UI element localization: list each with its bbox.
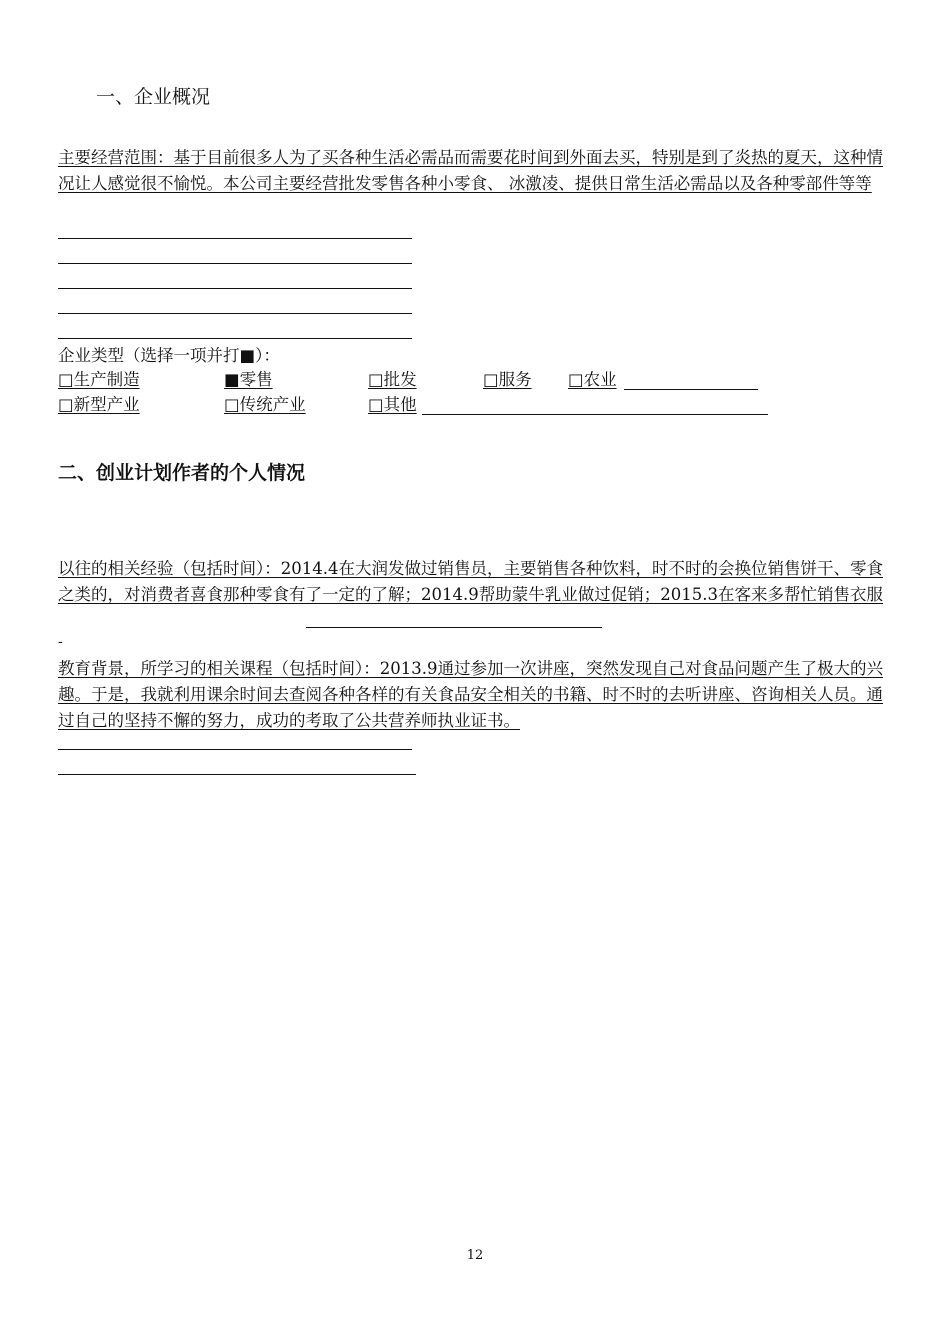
experience-trailing-line [306,627,602,628]
option-traditional-industry[interactable]: □传统产业 [224,395,306,414]
blank-line [58,263,412,264]
separator-mark: - [58,634,63,650]
blank-line [58,338,412,339]
company-type-label: 企业类型（选择一项并打■）： [58,346,280,365]
company-type-row-2 [58,393,768,417]
option-manufacturing[interactable]: □生产制造 [58,370,140,389]
blank-line [58,288,412,289]
option-retail[interactable]: ■零售 [224,370,273,389]
option-wholesale[interactable]: □批发 [368,370,417,389]
business-scope-text: 主要经营范围：基于目前很多人为了买各种生活必需品而需要花时间到外面去买，特别是到了炎热的夏天，这种情况让人感觉很不愉悦。本公司主要经营批发零售各种小零食、 冰激凌、提供日常生活必需品以及各种零部件等等 [58,148,883,193]
page-number: 12 [466,1248,484,1263]
option-service[interactable]: □服务 [483,370,532,389]
option-agriculture[interactable]: □农业 [568,370,617,389]
company-type-row-1 [58,368,758,392]
blank-line [58,749,412,750]
experience-paragraph [58,556,894,608]
section-heading-author-info: 二、创业计划作者的个人情况 [58,462,306,484]
experience-text: 以往的相关经验（包括时间）：2014.4在大润发做过销售员，主要销售各种饮料，时不时的会换位销售饼干、零食之类的，对消费者喜食那种零食有了一定的了解；2014.9帮助蒙牛乳业做过促销；2015.3在客来多帮忙销售衣服 [58,559,883,604]
row-underline [624,389,758,390]
option-other[interactable]: □其他 [368,395,417,414]
business-scope-paragraph [58,145,894,197]
section-heading-company-overview: 一、企业概况 [96,86,211,108]
blank-line [58,313,412,314]
education-text: 教育背景，所学习的相关课程（包括时间）：2013.9通过参加一次讲座，突然发现自己对食品问题产生了极大的兴趣。于是，我就利用课余时间去查阅各种各样的有关食品安全相关的书籍、时不时的去听讲座、咨询相关人员。通过自己的坚持不懈的努力，成功的考取了公共营养师执业证书。 [58,659,883,730]
option-emerging-industry[interactable]: □新型产业 [58,395,140,414]
blank-line [58,774,416,775]
blank-line [58,238,412,239]
row-underline [422,414,768,415]
education-paragraph [58,656,894,734]
